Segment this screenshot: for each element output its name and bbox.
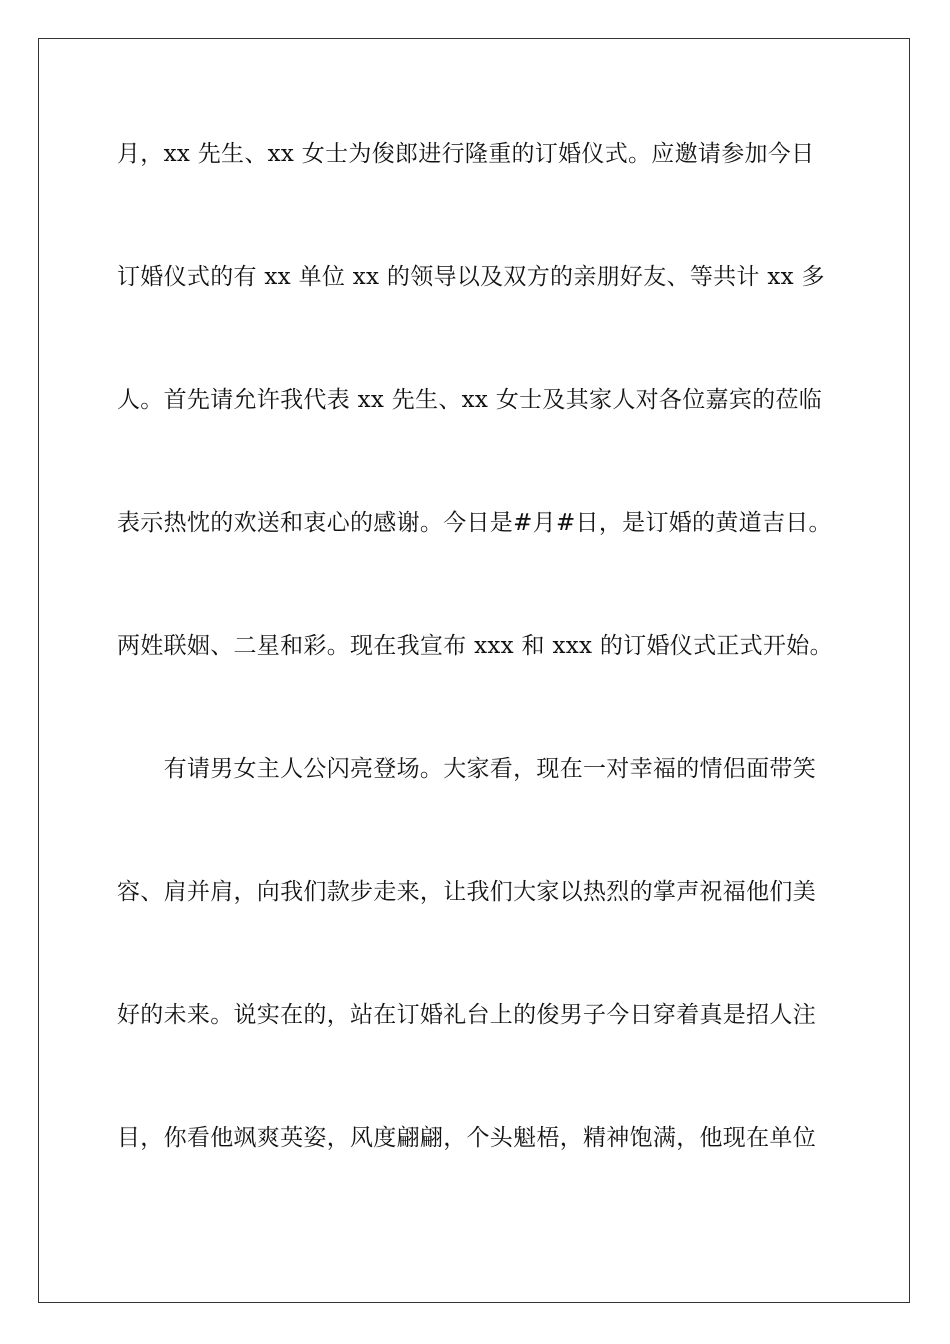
body-text-line: 月，xx 先生、xx 女士为俊郎进行隆重的订婚仪式。应邀请参加今日 xyxy=(117,141,815,167)
body-text-line: 订婚仪式的有 xx 单位 xx 的领导以及双方的亲朋好友、等共计 xx 多 xyxy=(117,264,825,290)
body-text-line: 目，你看他飒爽英姿，风度翩翩，个头魁梧，精神饱满，他现在单位 xyxy=(117,1125,816,1151)
body-text-line: 好的未来。说实在的，站在订婚礼台上的俊男子今日穿着真是招人注 xyxy=(117,1002,816,1028)
page-border xyxy=(38,38,910,1303)
body-text-line: 有请男女主人公闪亮登场。大家看，现在一对幸福的情侣面带笑 xyxy=(117,756,816,782)
body-text-line: 两姓联姻、二星和彩。现在我宣布 xxx 和 xxx 的订婚仪式正式开始。 xyxy=(117,633,833,659)
body-text-line: 表示热忱的欢送和衷心的感谢。今日是#月#日，是订婚的黄道吉日。 xyxy=(117,510,832,536)
body-text-line: 容、肩并肩，向我们款步走来，让我们大家以热烈的掌声祝福他们美 xyxy=(117,879,816,905)
body-text-line: 人。首先请允许我代表 xx 先生、xx 女士及其家人对各位嘉宾的莅临 xyxy=(117,387,823,413)
